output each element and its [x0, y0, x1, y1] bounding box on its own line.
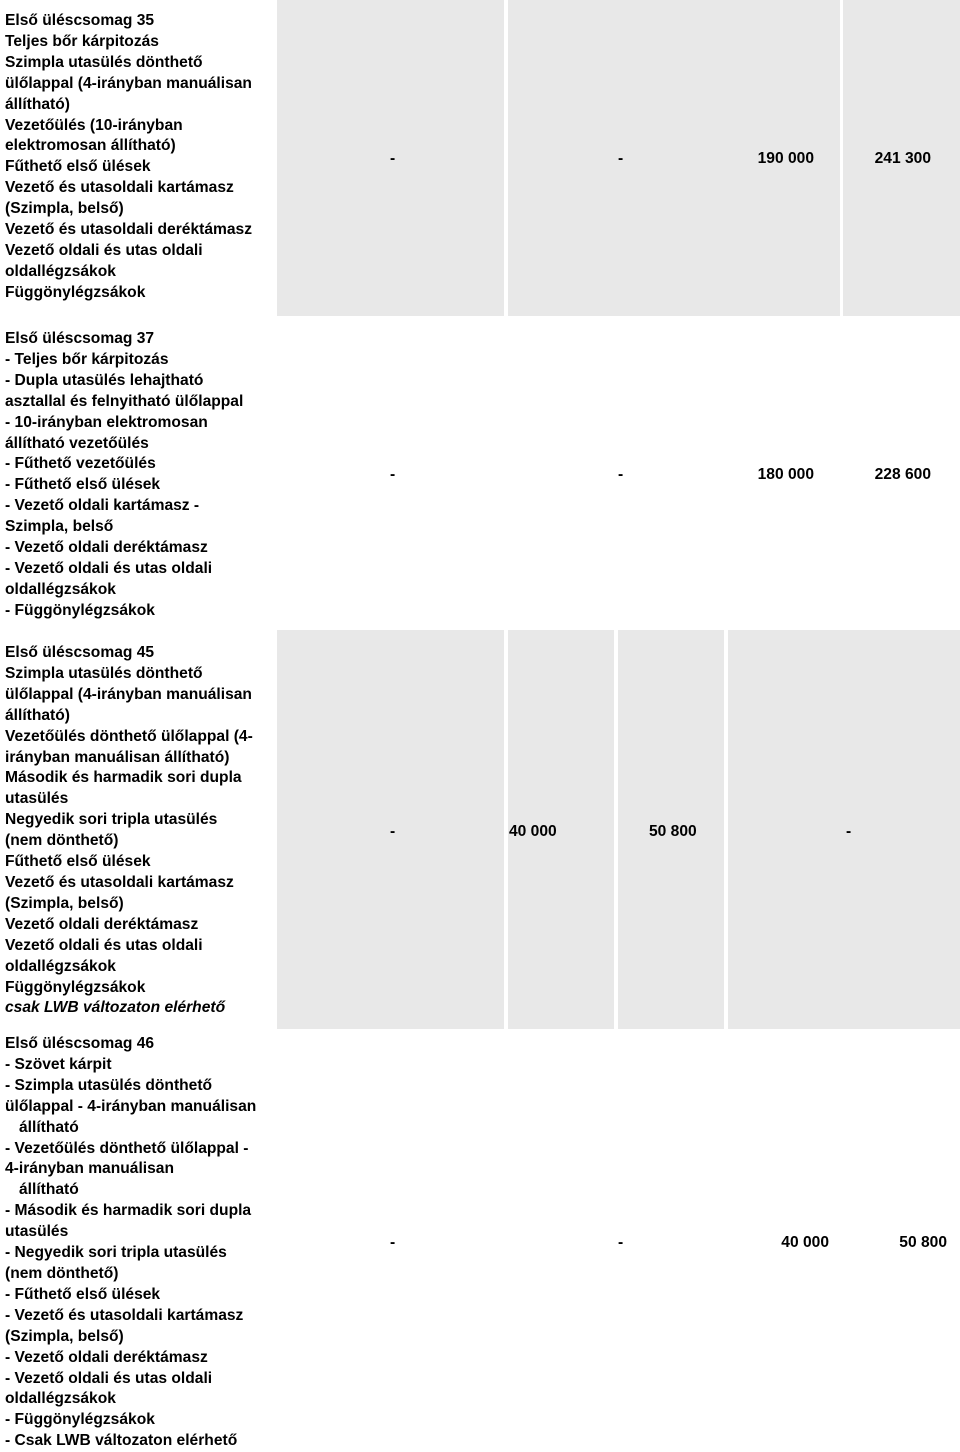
feature-line: oldallégzsákok	[5, 580, 116, 598]
price-cell: -	[390, 466, 396, 483]
feature-line: asztallal és felnyitható ülőlappal	[5, 392, 244, 410]
feature-line: állítható	[19, 1118, 79, 1136]
price-cell: -	[390, 150, 396, 167]
feature-line: - Szimpla utasülés dönthető	[5, 1076, 213, 1094]
price-cell: -	[618, 466, 624, 483]
package-description	[0, 316, 276, 622]
availability-note: - Csak LWB változaton elérhető	[5, 1432, 238, 1450]
table-cell-bg	[728, 630, 960, 1029]
feature-line: Vezető oldali és utas oldali	[5, 241, 203, 259]
price-cell: -	[618, 150, 624, 167]
feature-line: oldallégzsákok	[5, 262, 116, 280]
feature-line: állítható vezetőülés	[5, 434, 149, 452]
feature-line: irányban manuálisan állítható)	[5, 748, 230, 766]
feature-line: Teljes bőr kárpitozás	[5, 32, 159, 50]
feature-line: - Teljes bőr kárpitozás	[5, 350, 169, 368]
feature-line: - Második és harmadik sori dupla	[5, 1202, 252, 1220]
feature-line: Vezető és utasoldali kartámasz	[5, 179, 234, 197]
feature-line: - Vezető oldali kartámasz -	[5, 497, 200, 515]
feature-line: - Dupla utasülés lehajtható	[5, 371, 204, 389]
price-cell: 228 600	[874, 466, 931, 483]
feature-line: - Fűthető vezetőülés	[5, 455, 156, 473]
feature-line: (Szimpla, belső)	[5, 1327, 124, 1345]
feature-line: Vezető oldali és utas oldali	[5, 936, 203, 954]
feature-line: ülőlappal - 4-irányban manuálisan	[5, 1097, 257, 1115]
feature-line: Vezető és utasoldali kartámasz	[5, 873, 234, 891]
feature-line: ülőlappal (4-irányban manuálisan	[5, 685, 252, 703]
feature-line: Negyedik sori tripla utasülés	[5, 811, 218, 829]
table-row	[0, 0, 960, 316]
feature-line: - Vezető oldali deréktámasz	[5, 1348, 208, 1366]
price-cell: 40 000	[781, 1234, 829, 1251]
feature-line: - Vezető és utasoldali kartámasz	[5, 1306, 244, 1324]
feature-line: - Fűthető első ülések	[5, 1285, 161, 1303]
feature-line: - Függönylégzsákok	[5, 1411, 155, 1429]
package-title: Első üléscsomag 46	[5, 1035, 155, 1052]
feature-line: (nem dönthető)	[5, 832, 119, 850]
feature-line: utasülés	[5, 790, 69, 808]
price-cell: 50 800	[649, 823, 697, 840]
feature-line: ülőlappal (4-irányban manuálisan	[5, 74, 252, 92]
package-title: Első üléscsomag 45	[5, 644, 155, 661]
feature-line: 4-irányban manuálisan	[5, 1160, 174, 1178]
feature-line: állítható)	[5, 95, 70, 113]
feature-line: Fűthető első ülések	[5, 158, 151, 176]
package-description	[0, 1029, 276, 1452]
package-description	[0, 630, 276, 1019]
price-cell: 241 300	[874, 150, 931, 167]
price-cell: 180 000	[757, 466, 814, 483]
package-title: Első üléscsomag 37	[5, 330, 155, 347]
feature-line: Fűthető első ülések	[5, 853, 151, 871]
feature-line: - Vezető oldali és utas oldali	[5, 1369, 213, 1387]
price-cell: -	[846, 823, 852, 840]
feature-line: oldallégzsákok	[5, 957, 116, 975]
price-cell: 190 000	[757, 150, 814, 167]
price-cell: 40 000	[509, 823, 557, 840]
price-cell: -	[390, 1234, 396, 1251]
feature-line: Vezető oldali deréktámasz	[5, 915, 199, 933]
feature-line: - Vezető oldali deréktámasz	[5, 539, 208, 557]
feature-line: Vezetőülés dönthető ülőlappal (4-	[5, 727, 253, 745]
feature-line: állítható)	[5, 706, 70, 724]
feature-line: - Fűthető első ülések	[5, 476, 161, 494]
package-description	[0, 0, 276, 304]
feature-line: Függönylégzsákok	[5, 283, 146, 301]
feature-line: - Vezetőülés dönthető ülőlappal -	[5, 1139, 249, 1157]
feature-line: - Szövet kárpit	[5, 1055, 112, 1073]
feature-line: - 10-irányban elektromosan	[5, 413, 208, 431]
table-row	[0, 630, 960, 1029]
feature-line: (nem dönthető)	[5, 1264, 119, 1282]
feature-line: Szimpla utasülés dönthető	[5, 53, 203, 71]
price-cell: -	[390, 823, 396, 840]
feature-line: (Szimpla, belső)	[5, 894, 124, 912]
feature-line: - Negyedik sori tripla utasülés	[5, 1244, 227, 1262]
feature-line: állítható	[19, 1181, 79, 1199]
feature-line: oldallégzsákok	[5, 1390, 116, 1408]
price-cell: 50 800	[899, 1234, 947, 1251]
feature-line: Szimpla utasülés dönthető	[5, 664, 203, 682]
feature-line: Vezető és utasoldali deréktámasz	[5, 221, 253, 239]
feature-line: Szimpla, belső	[5, 518, 114, 536]
feature-line: Vezetőülés (10-irányban	[5, 116, 183, 134]
availability-note: csak LWB változaton elérhető	[5, 999, 226, 1017]
feature-line: (Szimpla, belső)	[5, 200, 124, 218]
feature-line: Második és harmadik sori dupla	[5, 769, 242, 787]
feature-line: Függönylégzsákok	[5, 978, 146, 996]
table-row	[0, 1029, 960, 1449]
feature-line: utasülés	[5, 1223, 69, 1241]
table-row	[0, 316, 960, 630]
feature-line: elektromosan állítható)	[5, 137, 176, 155]
package-title: Első üléscsomag 35	[5, 12, 155, 29]
price-cell: -	[618, 1234, 624, 1251]
feature-line: - Függönylégzsákok	[5, 601, 155, 619]
feature-line: - Vezető oldali és utas oldali	[5, 559, 213, 577]
